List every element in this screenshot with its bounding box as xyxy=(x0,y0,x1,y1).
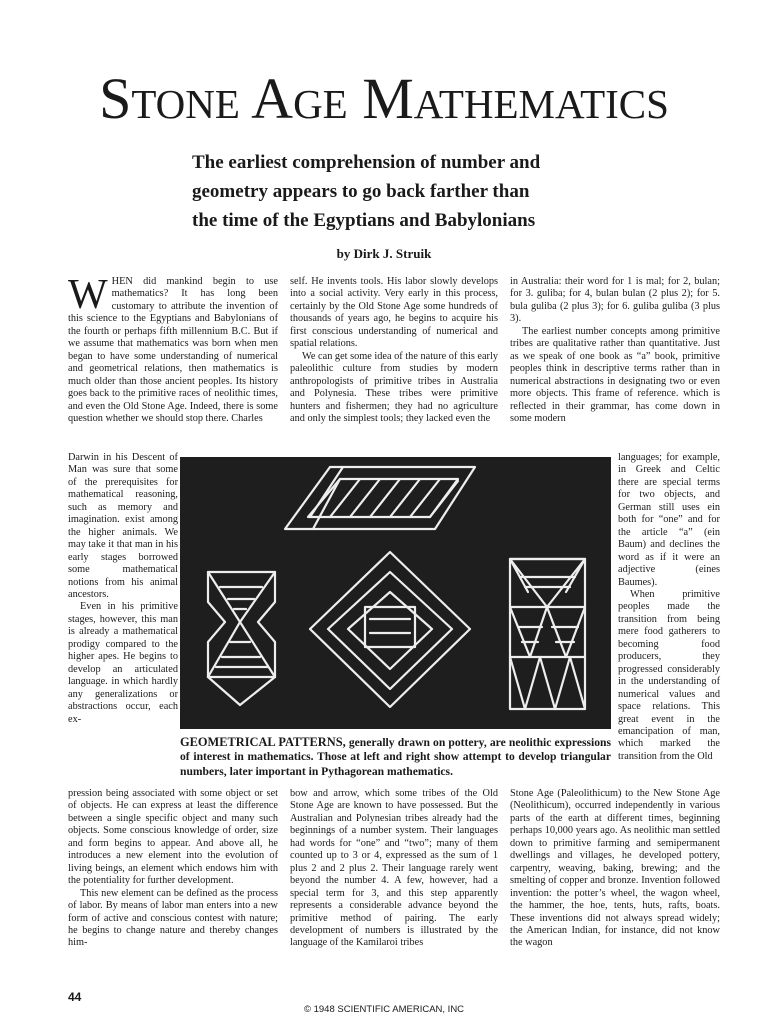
column-3-top xyxy=(510,276,720,425)
patterns-illustration xyxy=(180,457,611,729)
paragraph: We can get some idea of the nature of this early paleolithic culture from studies by modern anthropologists of primitive tribes in Australia and Polynesia. These tribes were primitive hunters and fishermen; they had no agriculture and only the simplest tools; they lacked even the xyxy=(290,350,498,424)
column-1-middle xyxy=(68,452,178,726)
nested-diamond-pattern xyxy=(310,552,470,707)
paragraph: self. He invents tools. His labor slowly develops into a social activity. Very early in this process, certainly by the Old Stone Age some hundreds of thousands of years ago, he begins to acquire his first conscious understanding of numerical and spatial relations. xyxy=(290,276,498,350)
geometrical-patterns-figure xyxy=(180,457,611,729)
figure-caption xyxy=(180,735,611,779)
byline: by Dirk J. Struik xyxy=(336,246,432,261)
article-subtitle xyxy=(192,148,622,235)
paragraph xyxy=(68,272,278,425)
page-number: 44 xyxy=(68,990,82,1004)
paragraph: Stone Age (Paleolithicum) to the New Stone Age (Neolithicum), occurred independently in various parts of the earth at different times, beginning perhaps 10,000 years ago. As neolithic man settled down to primitive farming and semipermanent dwellings and villages, he developed pottery, carpentry, weaving, baking, brewing; and the smelting of copper and bronze. Invention followed invention: the potter’s wheel, the wagon wheel, the hammer, the hoe, tents, huts, rafts, boats. These inventions did not always spread widely; the American Indian, for instance, did not know the wagon xyxy=(510,788,720,949)
hatched-band-pattern xyxy=(285,467,475,529)
column-2-top xyxy=(290,276,498,425)
paragraph: bow and arrow, which some tribes of the Old Stone Age are known to have possessed. But the Australian and Polynesian tribes already had the beginnings of a number system. Their languages had words for “one” and “two”; many of them counted up to 3 or 4, expressed as the sum of 1 plus 2 and 2 plus 2. Their language rarely went beyond the number 4. A few, however, had a special term for 3, and this step apparently represents a considerable advance beyond the primitive method of pairing. The early development of numbers is illustrated by the language of the Kamilaroi tribes xyxy=(290,788,498,949)
paragraph: When primitive peoples made the transition from being mere food gatherers to becoming food producers, they progressed considerably in the understanding of numerical values and space relations. This great event in the emancipation of man, which marked the transition from the Old xyxy=(618,588,720,762)
paragraph: Even in his primitive stages, however, this man is already a mathematical prodigy compared to the higher apes. He begins to develop an articulated language. in which hardly any generalizations or abstractions occur, each ex- xyxy=(68,601,178,725)
subtitle-line: geometry appears to go back farther than xyxy=(192,181,530,202)
triangular-pattern-right xyxy=(510,559,585,709)
paragraph: pression being associated with some object or set of objects. He can express at least the difference between a single specific object and many such objects. Some conscious knowledge of order, size and form begins to appear. And above all, he introduces a new element into the evolution of living beings, an element which endows him with the potentiality for further development. xyxy=(68,788,278,887)
subtitle-line: The earliest comprehension of number and xyxy=(192,152,541,173)
column-3-middle xyxy=(618,452,720,763)
caption-text: generally drawn on pottery, are neolithic expressions of interest in mathematics. Those at left and right show attempt to develop triangular numbers, later important in Pythagorean mathematics. xyxy=(180,736,611,778)
paragraph: This new element can be defined as the process of labor. By means of labor man enters into a new form of active and conscious contest with nature; he begins to change nature and thereby changes him- xyxy=(68,887,278,949)
subtitle-line: the time of the Egyptians and Babylonians xyxy=(192,210,536,231)
caption-lead: GEOMETRICAL PATTERNS, xyxy=(180,735,346,749)
paragraph-text: HEN did mankind begin to use mathematics? It has long been customary to attribute the invention of this science to the Egyptians and Babylonians of the fourth or perhaps fifth millennium B.C. But if we assume that mathematics was born when men began to have some understanding of numerical and geometrical relations, then mathematics is much older than those ancient peoples. Its history goes back to the primitive races of neolithic times, and even the Old Stone Age. Indeed, there is some question whether we should stop there. Charles xyxy=(68,276,278,424)
paragraph: Darwin in his Descent of Man was sure that some of the prerequisites for mathematical reasoning, such as memory and imagination. exist among the higher animals. We may take it that man in his early stages borrowed some mathematical notions from his animal ancestors. xyxy=(68,452,178,600)
column-1-top xyxy=(68,272,278,425)
copyright-footer: © 1948 SCIENTIFIC AMERICAN, INC xyxy=(303,1004,465,1015)
column-2-bottom xyxy=(290,788,498,950)
paragraph: The earliest number concepts among primitive tribes are qualitative rather than quantitative. Just as we speak of one book as “a” book, primitive peoples think in descriptive terms rather than in numerical abstractions in designating two or even more objects. This frame of reference. which is reflected in their grammar, has come down in some modern xyxy=(510,325,720,424)
paragraph: languages; for example, in Greek and Celtic there are special terms for two objects, and German still uses ein both for “one” and for the article “a” (ein Baum) and declines the word as if it were an adjective (eines Baumes). xyxy=(618,452,720,588)
article-title: Stone Age Mathematics xyxy=(99,66,669,131)
paragraph: in Australia: their word for 1 is mal; for 2, bulan; for 3. guliba; for 4, bulan bulan (2 plus 2); for 5. bula guliba (2 plus 3); for 6. guliba guliba (3 plus 3). xyxy=(510,276,720,325)
triangular-pattern-left xyxy=(208,572,275,705)
column-1-bottom xyxy=(68,788,278,950)
column-3-bottom xyxy=(510,788,720,950)
drop-cap: W xyxy=(68,272,108,318)
